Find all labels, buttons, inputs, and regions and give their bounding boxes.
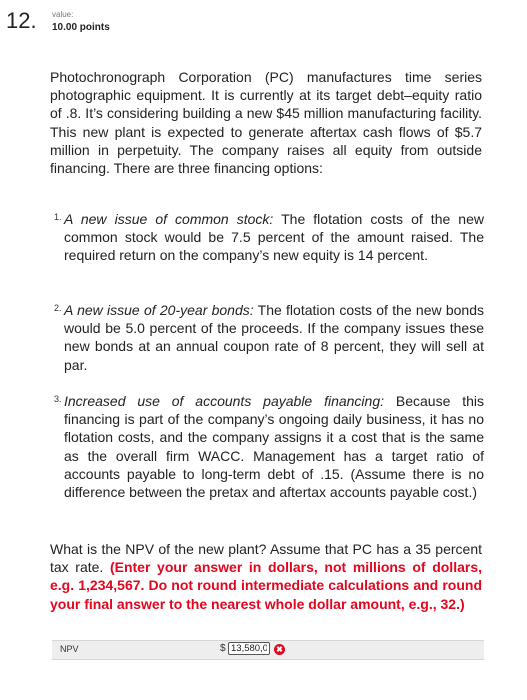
npv-input[interactable] — [228, 642, 270, 655]
option-2-text: The flotation costs of the new bonds would be 5.0 percent of the proceeds. If the company issues these new bonds at an annual coupon rate of 8 percent, they will sell at par. — [64, 302, 484, 373]
currency-symbol: $ — [220, 643, 226, 654]
question-number: 12. — [6, 8, 37, 33]
answer-row — [52, 640, 484, 660]
option-1 — [52, 210, 484, 265]
problem-intro: Photochronograph Corporation (PC) manufactures time series photographic equipment. It is currently at its target debt–equity ratio of .8. It’s considering building a new $45 million manufacturing facility. This new plant is expected to generate aftertax cash flows of $5.7 million in perpetuity. The company raises all equity from outside financing. There are three financing options: — [50, 69, 482, 177]
question-instruction: (Enter your answer in dollars, not millions of dollars, e.g. 1,234,567. Do not round intermediate calculations and round your final answer to the nearest whole dollar amount, e.g., 32.) — [50, 559, 482, 612]
option-2-lead: A new issue of 20-year bonds: — [64, 302, 254, 318]
option-1-number: 1. — [54, 212, 62, 222]
x-mark-icon: ✖ — [274, 644, 285, 655]
question-prompt-text: What is the NPV of the new plant? Assume that PC has a 35 percent tax rate. — [50, 541, 482, 576]
option-3-lead: Increased use of accounts payable financing: — [64, 393, 385, 409]
option-2-number: 2. — [54, 303, 62, 313]
option-1-text: The flotation costs of the new common stock would be 7.5 percent of the amount raised. The required return on the company’s new equity is 14 percent. — [64, 211, 484, 264]
npv-label: NPV — [60, 644, 79, 654]
option-3-number: 3. — [54, 394, 62, 404]
option-2 — [52, 301, 484, 374]
option-3-text: Because this financing is part of the company’s ongoing daily business, it has no flotation costs, and the company assigns it a cost that is the same as the overall firm WACC. Management has a target ratio of accounts payable to long-term debt of .15. (Assume there is no difference between the pretax and aftertax accounts payable cost.) — [64, 393, 484, 501]
value-label: value: — [52, 10, 74, 19]
option-1-lead: A new issue of common stock: — [64, 211, 274, 227]
option-3 — [52, 392, 484, 501]
points-value: 10.00 points — [52, 22, 110, 33]
question-prompt — [50, 540, 482, 613]
